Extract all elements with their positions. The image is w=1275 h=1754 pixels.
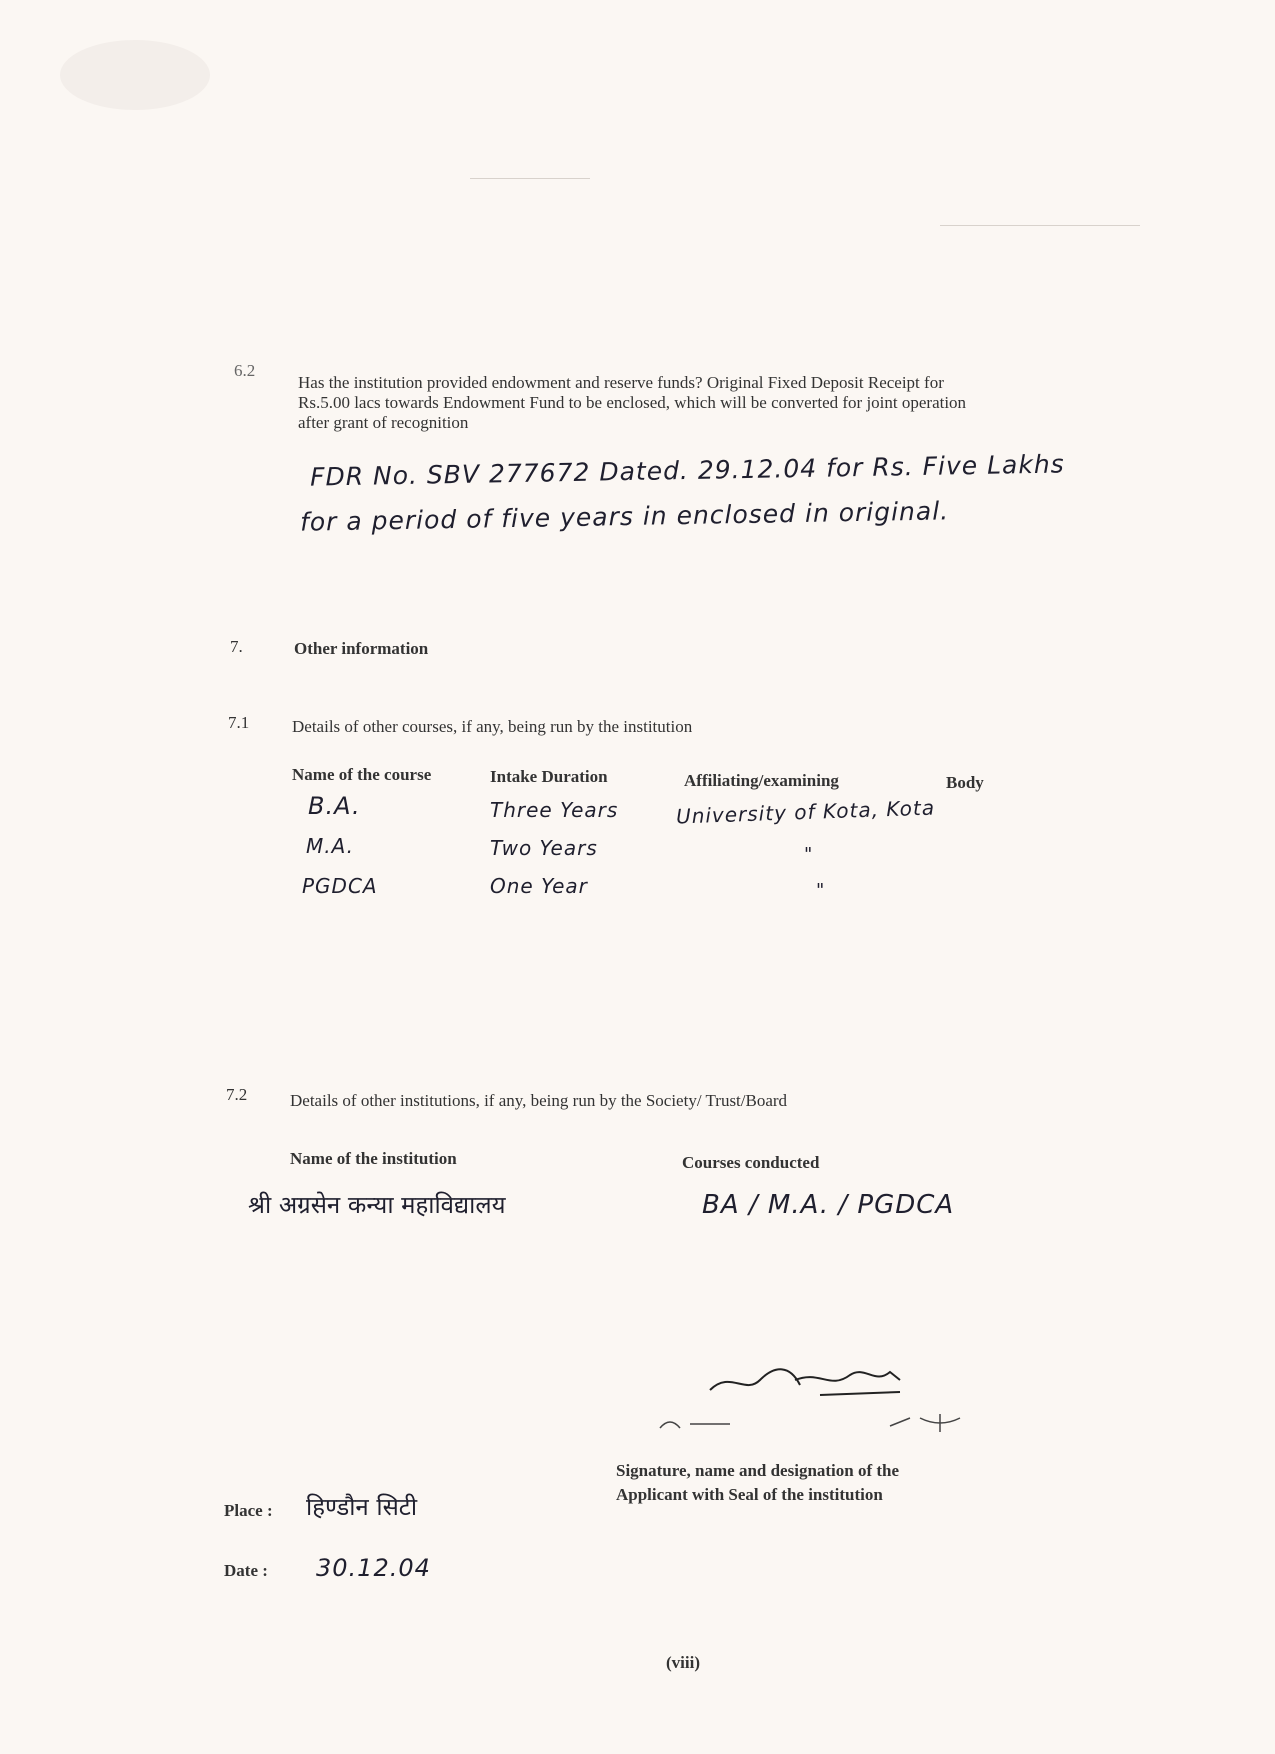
signature-caption-line2: Applicant with Seal of the institution [616,1485,883,1504]
signature-caption-line1: Signature, name and designation of the [616,1461,900,1480]
table-header-body: Body [946,773,984,792]
section-6-2-question-line1: Has the institution provided endowment and reserve funds? Original Fixed Deposit Receipt for [298,373,944,392]
table-row-3-course: PGDCA [302,874,378,898]
date-label: Date : [224,1561,268,1580]
date-value: 30.12.04 [316,1554,431,1582]
table-row-1-course: B.A. [308,792,361,820]
table-row-2-duration: Two Years [490,836,598,860]
section-7-2-number: 7.2 [226,1085,248,1104]
faint-rule [470,178,590,179]
section-6-2-answer-line1: FDR No. SBV 277672 Dated. 29.12.04 for Rs. Five Lakhs [309,449,1065,492]
section-7-number: 7. [230,637,243,656]
faint-stamp-mark [60,40,210,110]
section-7-1-question: Details of other courses, if any, being run by the institution [292,717,693,736]
table-header-intake: Intake Duration [490,767,608,786]
table-row-1-university: University of Kota, Kota [675,795,936,829]
table-row-3-university: " [816,880,826,901]
page-number: (viii) [666,1653,700,1672]
section-6-2-number: 6.2 [234,361,256,380]
institution-name-handwritten: श्री अग्रसेन कन्या महाविद्यालय [248,1191,506,1219]
header-institution-name: Name of the institution [290,1149,457,1168]
table-header-course: Name of the course [292,765,432,784]
section-6-2-answer-line2: for a period of five years in enclosed in original. [299,496,950,537]
seal-impression [640,1404,1000,1440]
table-header-affiliating: Affiliating/examining [684,771,839,790]
section-7-title: Other information [294,639,429,658]
place-value: हिण्डौन सिटी [306,1493,418,1521]
applicant-signature [700,1350,960,1410]
courses-conducted-handwritten: BA / M.A. / PGDCA [702,1190,955,1220]
table-row-2-university: " [804,844,814,865]
table-row-1-duration: Three Years [490,798,619,822]
section-6-2-question-line3: after grant of recognition [298,413,469,432]
table-row-2-course: M.A. [306,834,355,858]
table-row-3-duration: One Year [490,874,588,898]
header-courses-conducted: Courses conducted [682,1153,820,1172]
section-7-1-number: 7.1 [228,713,250,732]
place-label: Place : [224,1501,273,1520]
section-6-2-question-line2: Rs.5.00 lacs towards Endowment Fund to be enclosed, which will be converted for joint operation [298,393,967,412]
section-7-2-question: Details of other institutions, if any, being run by the Society/ Trust/Board [290,1091,788,1110]
faint-rule [940,225,1140,226]
